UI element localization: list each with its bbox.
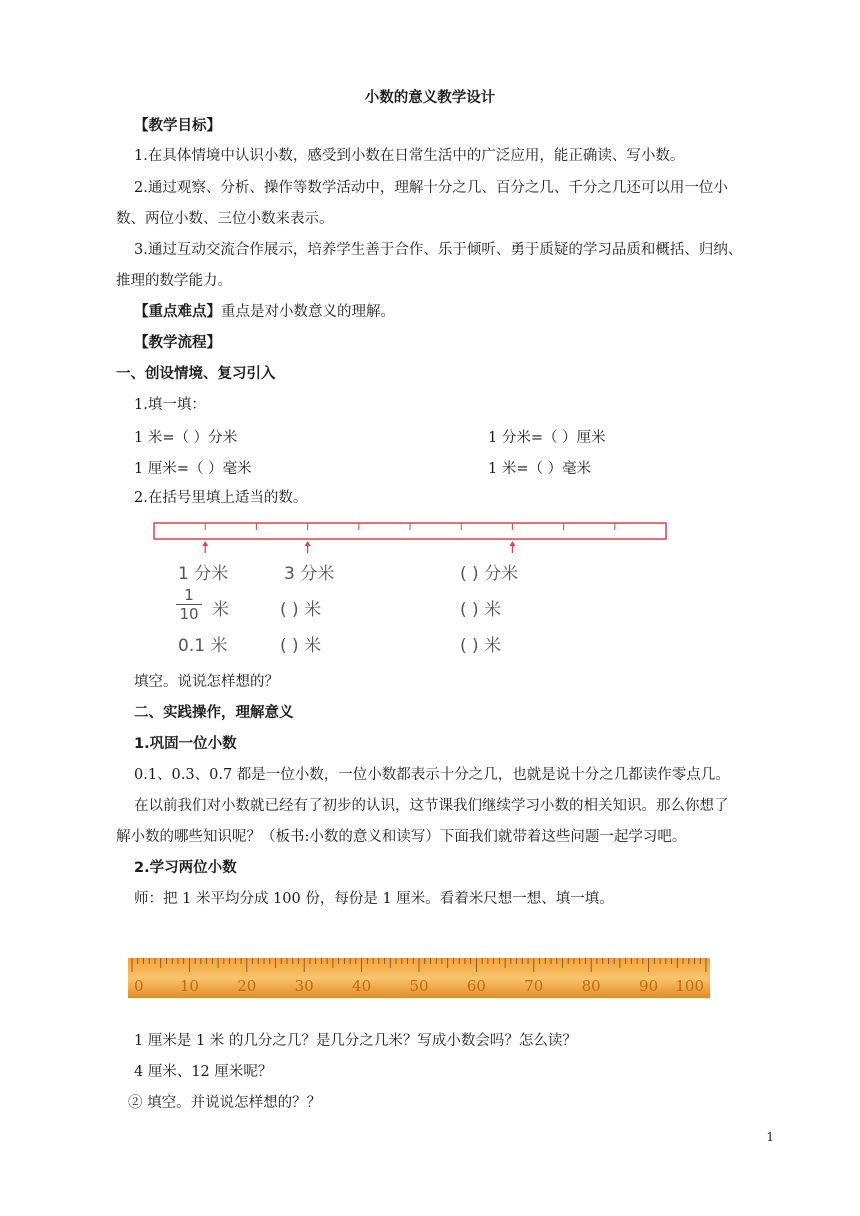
question-1: 1 厘米是 1 米 的几分之几？是几分之几米？写成小数会吗？怎么读？ xyxy=(134,1033,577,1049)
goal-3-line-1: 3.通过互动交流合作展示，培养学生善于合作、乐于倾听、勇于质疑的学习品质和概括、归纳、 xyxy=(134,242,743,258)
page-number: 1 xyxy=(766,1130,774,1144)
ruler-label: 80 xyxy=(581,977,601,995)
key-text: 重点是对小数意义的理解。 xyxy=(221,304,395,320)
fill-r1c1: 1 米=（ ）分米 xyxy=(134,430,238,446)
bar-arrow-head xyxy=(509,541,515,546)
ruler-label: 20 xyxy=(237,977,257,995)
bar-arrow-head xyxy=(305,541,311,546)
section-1-heading: 一、创设情境、复习引入 xyxy=(116,366,276,382)
ruler-label: 10 xyxy=(179,977,199,995)
goal-3-line-2: 推理的数学能力。 xyxy=(116,273,232,289)
sub-1-heading: 1.巩固一位小数 xyxy=(134,736,237,752)
fill-r1c2: 1 分米=（ ）厘米 xyxy=(488,430,606,446)
meter-ruler xyxy=(128,958,710,998)
fig-r2-c2: ( ) 米 xyxy=(280,600,322,620)
sub-1-text: 0.1、0.3、0.7 都是一位小数，一位小数都表示十分之几，也就是说十分之几都读作零点几。 xyxy=(134,767,730,783)
goal-2-line-2: 数、两位小数、三位小数来表示。 xyxy=(116,211,334,227)
fig-r2-c1: 米 xyxy=(212,600,229,620)
ruler-label: 50 xyxy=(409,977,429,995)
ruler-label: 70 xyxy=(524,977,544,995)
ruler-label: 30 xyxy=(294,977,314,995)
section-2-heading: 二、实践操作，理解意义 xyxy=(134,705,294,721)
fill-r2c2: 1 米=（ ）毫米 xyxy=(488,461,592,477)
ruler-label: 100 xyxy=(675,977,704,995)
goal-1: 1.在具体情境中认识小数，感受到小数在日常生活中的广泛应用，能正确读、写小数。 xyxy=(134,148,685,164)
key-heading: 【重点难点】 xyxy=(134,304,221,320)
bar-ticks xyxy=(205,523,615,530)
fig-r1-c3: ( ) 分米 xyxy=(460,564,519,584)
ruler-label: 40 xyxy=(352,977,372,995)
fig-r2-c3: ( ) 米 xyxy=(460,600,502,620)
fraction-denominator: 10 xyxy=(179,605,199,623)
fill-r2c1: 1 厘米=（ ）毫米 xyxy=(134,461,252,477)
fig-r1-c2: 3 分米 xyxy=(284,564,335,584)
goal-2-line-1: 2.通过观察、分析、操作等数学活动中，理解十分之几、百分之几、千分之几还可以用一位小 xyxy=(134,180,728,196)
decimeter-bar xyxy=(150,515,680,555)
fig-r3-c3: ( ) 米 xyxy=(460,636,502,656)
page-title: 小数的意义教学设计 xyxy=(364,90,496,106)
fig-r1-c1: 1 分米 xyxy=(178,564,229,584)
fig-r3-c1: 0.1 米 xyxy=(178,636,228,656)
decimeter-figure xyxy=(150,515,680,665)
paragraph-line-2: 解小数的哪些知识呢？（板书:小数的意义和读写）下面我们就带着这些问题一起学习吧。 xyxy=(116,829,687,845)
key-points xyxy=(134,302,395,322)
ruler-label: 90 xyxy=(639,977,659,995)
fig-r3-c2: ( ) 米 xyxy=(280,636,322,656)
goals-heading: 【教学目标】 xyxy=(134,118,221,134)
ruler-label: 0 xyxy=(134,977,144,995)
bar-arrows xyxy=(202,541,515,553)
fill-question: 填空。说说怎样想的？ xyxy=(134,674,279,690)
brackets-title: 2.在括号里填上适当的数。 xyxy=(134,490,308,506)
fill-title: 1.填一填： xyxy=(134,397,206,413)
bar-arrow-head xyxy=(202,541,208,546)
paragraph-line-1: 在以前我们对小数就已经有了初步的认识，这节课我们继续学习小数的相关知识。那么你想了 xyxy=(134,798,729,814)
ruler-label: 60 xyxy=(466,977,486,995)
teacher-text: 师：把 1 米平均分成 100 份，每份是 1 厘米。看着米尺想一想、填一填。 xyxy=(134,891,614,907)
fig-fraction xyxy=(176,587,202,623)
question-3: ② 填空。并说说怎样想的？？ xyxy=(128,1095,322,1111)
flow-heading: 【教学流程】 xyxy=(134,335,221,351)
fraction-numerator: 1 xyxy=(176,587,202,605)
question-2: 4 厘米、12 厘米呢？ xyxy=(134,1064,273,1080)
sub-2-heading: 2.学习两位小数 xyxy=(134,860,237,876)
